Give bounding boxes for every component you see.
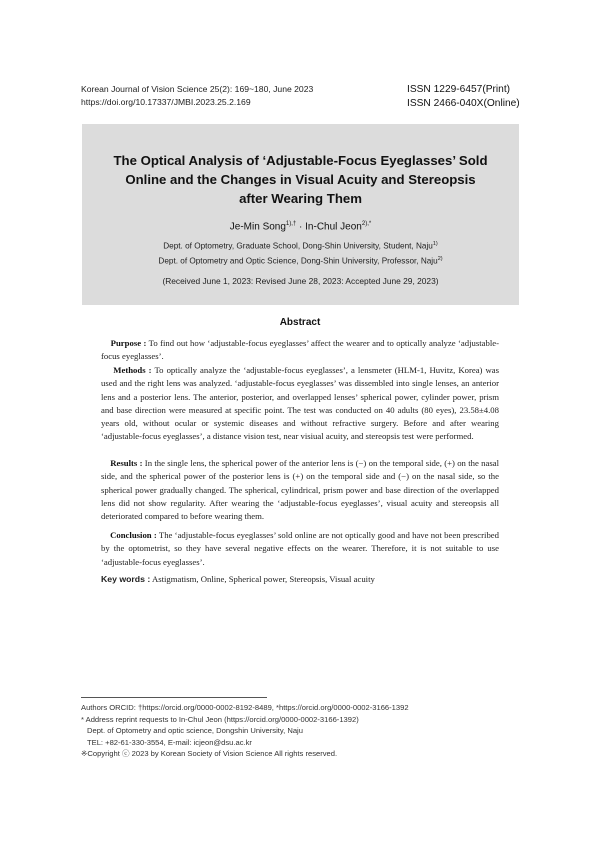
affiliation-marker: 1) bbox=[432, 241, 438, 247]
affiliation bbox=[82, 256, 519, 266]
journal-citation bbox=[81, 83, 313, 109]
title-line: after Wearing Them bbox=[239, 191, 362, 206]
methods-text: To optically analyze the ‘adjustable-focus eyeglasses’, a lensmeter (HLM-1, Huvitz, Korea) was used and the right lens was analyzed. ‘adjustable-focus eyeglasses’ was dissembled into single lenses, an anterior lens and a posterior lens. The anterior, posterior, and overlapped lenses’ spherical power, cylinder power, prism and base direction were measured at specific point. The test was conducted on 40 adults (80 eyes), 23.58±4.08 years old, without ocular or systemic diseases and without refractive surgery. Before and after wearing ‘adjustable-focus eyeglasses’, a distance vision test, near visiual acuity, and stereopsis test were performed. bbox=[101, 365, 500, 442]
affiliation bbox=[82, 241, 519, 251]
dept-line: Dept. of Optometry and optic science, Dongshin University, Naju bbox=[87, 726, 303, 736]
author-marker: 2),* bbox=[361, 221, 372, 227]
author-name: Je-Min Song bbox=[229, 221, 286, 233]
conclusion-label: Conclusion : bbox=[110, 530, 157, 540]
affiliation-text: Dept. of Optometry and Optic Science, Dong-Shin University, Professor, Naju bbox=[158, 256, 438, 266]
author-marker: 1),† bbox=[285, 221, 297, 227]
abstract-purpose bbox=[101, 337, 499, 364]
footnotes bbox=[81, 702, 409, 760]
footnote-divider bbox=[81, 697, 267, 698]
title-box bbox=[82, 124, 519, 305]
journal-info: Korean Journal of Vision Science 25(2): 169~180, June 2023 bbox=[81, 84, 314, 94]
conclusion-text: The ‘adjustable-focus eyeglasses’ sold online are not optically good and have not been prescribed by the optometrist, so they have several negative effects on the wearer. Therefore, it is not suitable to use ‘adjustable-focus eyeglasses’. bbox=[101, 530, 499, 567]
title-line: The Optical Analysis of ‘Adjustable-Focus Eyeglasses’ Sold bbox=[113, 153, 488, 168]
author-list bbox=[82, 221, 519, 232]
doi-link[interactable]: https://doi.org/10.17337/JMBI.2023.25.2.169 bbox=[81, 97, 251, 107]
issn-online: ISSN 2466-040X(Online) bbox=[407, 98, 520, 109]
methods-label: Methods : bbox=[113, 365, 152, 375]
purpose-text: To find out how ‘adjustable-focus eyeglasses’ affect the wearer and to optically analyze ‘adjustable-focus eyeglasses’. bbox=[101, 338, 499, 362]
paper-title bbox=[82, 151, 519, 208]
affiliation-text: Dept. of Optometry, Graduate School, Dong-Shin University, Student, Naju bbox=[163, 241, 433, 251]
reprint-line: * Address reprint requests to In-Chul Jeon (https://orcid.org/0000-0002-3166-1392) bbox=[81, 714, 359, 724]
received-dates: (Received June 1, 2023: Revised June 28, 2023: Accepted June 29, 2023) bbox=[162, 276, 439, 286]
affiliation-marker: 2) bbox=[437, 256, 443, 262]
orcid-line: Authors ORCID: †https://orcid.org/0000-0002-8192-8489, *https://orcid.org/0000-0002-3166-1392 bbox=[81, 703, 409, 712]
copyright-line: ※Copyright ⓒ 2023 by Korean Society of Vision Science All rights reserved. bbox=[81, 749, 338, 759]
abstract-methods bbox=[101, 364, 499, 444]
issn-print: ISSN 1229-6457(Print) bbox=[407, 84, 511, 95]
abstract-conclusion bbox=[101, 529, 499, 569]
title-line: Online and the Changes in Visual Acuity and Stereopsis bbox=[125, 172, 476, 187]
keywords-text: Astigmatism, Online, Spherical power, Stereopsis, Visual acuity bbox=[151, 574, 375, 584]
results-text: In the single lens, the spherical power of the anterior lens is (−) on the temporal side, (+) on the nasal side, and the spherical power of the posterior lens is (+) on the temporal side and (−) on the nasal side, so the spherical power gradually changed. The spherical, cylindrical, prism power and base direction of the overlapped lens did not show regularity. After wearing the ‘adjustable-focus eyeglasses’, visual acuity and stereopsis all deteriorated compared to before wearing them. bbox=[101, 458, 499, 522]
issn-block bbox=[407, 83, 520, 111]
purpose-label: Purpose : bbox=[110, 338, 147, 348]
keywords bbox=[101, 574, 375, 584]
author-separator: · bbox=[296, 221, 306, 233]
contact-line: TEL: +82-61-330-3554, E-mail: icjeon@dsu.ac.kr bbox=[87, 737, 252, 747]
results-label: Results : bbox=[110, 458, 143, 468]
keywords-label: Key words : bbox=[101, 574, 151, 584]
author-name: In-Chul Jeon bbox=[305, 221, 362, 233]
abstract-heading: Abstract bbox=[279, 317, 321, 328]
abstract-results bbox=[101, 457, 499, 523]
